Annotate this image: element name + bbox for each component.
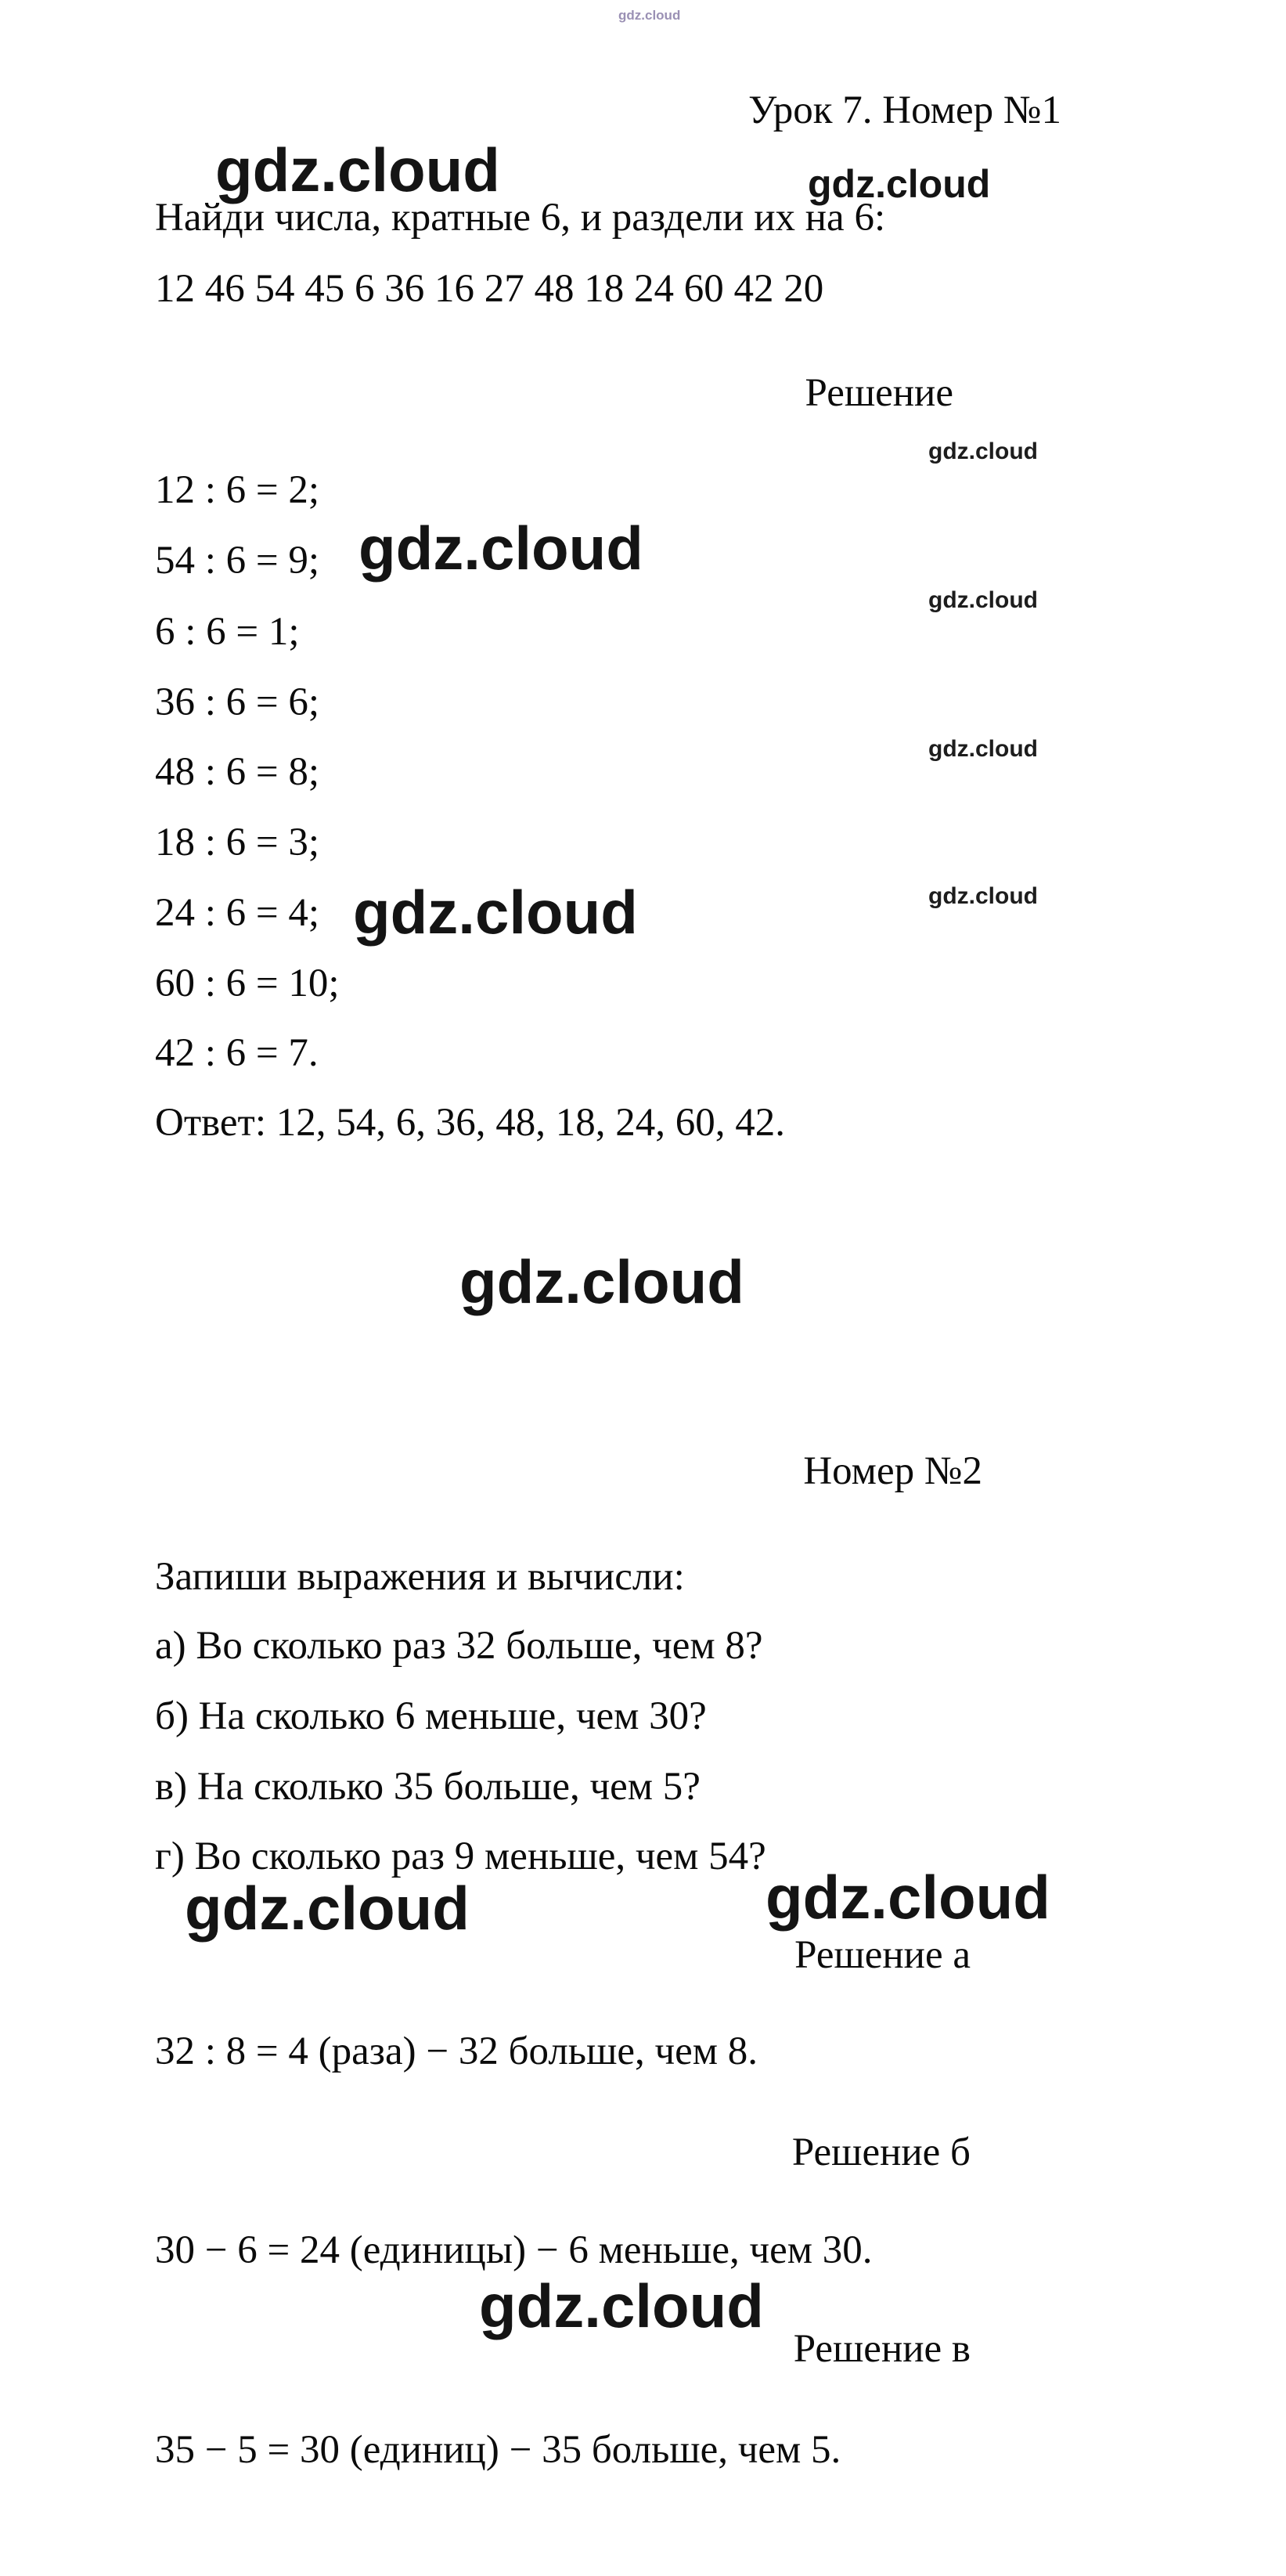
solution-step: 36 : 6 = 6; [155, 680, 320, 724]
solution-step: 18 : 6 = 3; [155, 821, 320, 864]
lesson1-title: Урок 7. Номер №1 [748, 88, 1061, 132]
solution-a-heading: Решение а [794, 1933, 971, 1977]
watermark-large-3: gdz.cloud [353, 878, 638, 947]
solution-step: 12 : 6 = 2; [155, 468, 320, 512]
watermark-large-2: gdz.cloud [358, 514, 643, 583]
task1-numbers: 12 46 54 45 6 36 16 27 48 18 24 60 42 20 [155, 267, 824, 311]
solution-b-line: 30 − 6 = 24 (единицы) − 6 меньше, чем 30. [155, 2228, 873, 2272]
answer-line: Ответ: 12, 54, 6, 36, 48, 18, 24, 60, 42. [155, 1101, 785, 1145]
task2-item: г) Во сколько раз 9 меньше, чем 54? [155, 1835, 766, 1878]
solution-step: 54 : 6 = 9; [155, 539, 320, 583]
watermark-large-5: gdz.cloud [185, 1874, 470, 1943]
solution-heading: Решение [805, 371, 953, 415]
watermark-large-6: gdz.cloud [765, 1863, 1050, 1932]
watermark-large-1: gdz.cloud [215, 135, 500, 204]
watermark-tiny: gdz.cloud [618, 8, 681, 23]
solution-step: 6 : 6 = 1; [155, 610, 300, 654]
solution-step: 42 : 6 = 7. [155, 1031, 319, 1075]
solution-a-line: 32 : 8 = 4 (раза) − 32 больше, чем 8. [155, 2029, 758, 2073]
task2-item: б) На сколько 6 меньше, чем 30? [155, 1694, 707, 1738]
task2-item: в) На сколько 35 больше, чем 5? [155, 1765, 701, 1809]
solution-v-heading: Решение в [793, 2327, 971, 2371]
solution-step: 24 : 6 = 4; [155, 891, 320, 935]
lesson2-title: Номер №2 [803, 1449, 982, 1493]
solution-v-line: 35 − 5 = 30 (единиц) − 35 больше, чем 5. [155, 2428, 841, 2472]
solution-step: 48 : 6 = 8; [155, 750, 320, 794]
task1-text: Найди числа, кратные 6, и раздели их на 6: [155, 196, 886, 240]
watermark-small-4: gdz.cloud [928, 883, 1038, 909]
watermark-small-1: gdz.cloud [928, 438, 1038, 464]
watermark-small-3: gdz.cloud [928, 736, 1038, 762]
task2-item: а) Во сколько раз 32 больше, чем 8? [155, 1624, 763, 1668]
watermark-large-7: gdz.cloud [479, 2271, 764, 2340]
watermark-large-4: gdz.cloud [459, 1247, 744, 1316]
task2-intro: Запиши выражения и вычисли: [155, 1555, 685, 1599]
watermark-small-2: gdz.cloud [928, 587, 1038, 613]
solution-step: 60 : 6 = 10; [155, 961, 340, 1005]
solution-b-heading: Решение б [791, 2130, 971, 2174]
watermark-medium-1: gdz.cloud [808, 162, 991, 206]
